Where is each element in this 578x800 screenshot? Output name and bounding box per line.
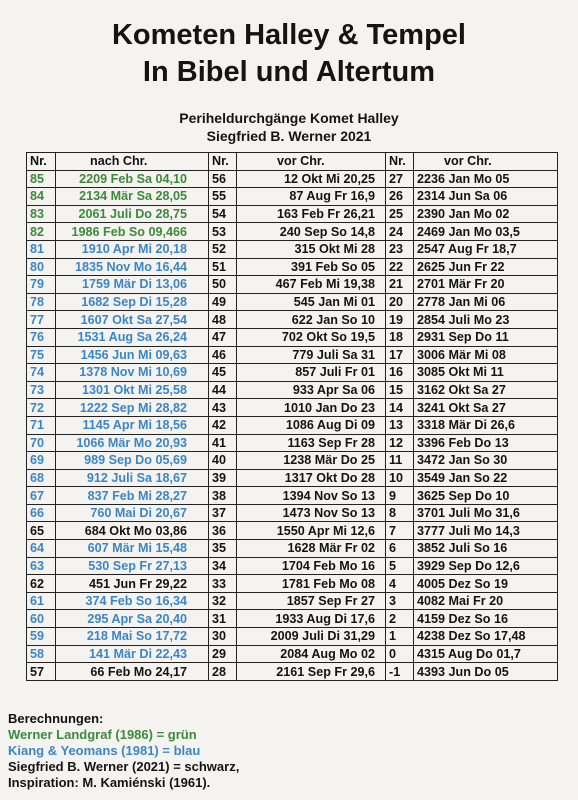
- cell-nr: 15: [386, 381, 414, 399]
- cell-date: 451 Jun Fr 29,22: [56, 575, 209, 593]
- cell-nr: 45: [209, 364, 237, 382]
- legend-green: Werner Landgraf (1986) = grün: [8, 727, 197, 742]
- cell-nr: 56: [209, 170, 237, 188]
- cell-date: 87 Aug Fr 16,9: [237, 188, 386, 206]
- cell-nr: 44: [209, 381, 237, 399]
- table-row: [27, 311, 558, 329]
- cell-date: 1010 Jan Do 23: [237, 399, 386, 417]
- table-row: [27, 469, 558, 487]
- cell-date: 1456 Jun Mi 09,63: [56, 346, 209, 364]
- cell-date: 315 Okt Mi 28: [237, 240, 386, 258]
- cell-nr: 30: [209, 628, 237, 646]
- cell-nr: 39: [209, 469, 237, 487]
- cell-date: 2854 Juli Mo 23: [414, 311, 558, 329]
- cell-nr: 35: [209, 540, 237, 558]
- cell-nr: 73: [27, 381, 56, 399]
- cell-nr: 9: [386, 487, 414, 505]
- cell-nr: 53: [209, 223, 237, 241]
- cell-nr: 63: [27, 557, 56, 575]
- cell-nr: 33: [209, 575, 237, 593]
- title-line-1: Kometen Halley & Tempel: [111, 19, 466, 51]
- table-row: [27, 540, 558, 558]
- cell-nr: 6: [386, 540, 414, 558]
- cell-nr: 1: [386, 628, 414, 646]
- cell-date: 1222 Sep Mi 28,82: [56, 399, 209, 417]
- cell-date: 3241 Okt Sa 27: [414, 399, 558, 417]
- cell-date: 684 Okt Mo 03,86: [56, 522, 209, 540]
- cell-date: 3701 Juli Mo 31,6: [414, 504, 558, 522]
- cell-nr: 41: [209, 434, 237, 452]
- cell-nr: 69: [27, 452, 56, 470]
- table-row: [27, 416, 558, 434]
- cell-nr: 57: [27, 663, 56, 681]
- cell-date: 4315 Aug Do 01,7: [414, 645, 558, 663]
- cell-date: 1933 Aug Di 17,6: [237, 610, 386, 628]
- cell-date: 2009 Juli Di 31,29: [237, 628, 386, 646]
- cell-date: 2778 Jan Mi 06: [414, 293, 558, 311]
- cell-nr: 60: [27, 610, 56, 628]
- table-row: [27, 663, 558, 681]
- cell-date: 622 Jan So 10: [237, 311, 386, 329]
- cell-nr: 76: [27, 328, 56, 346]
- cell-nr: 85: [27, 170, 56, 188]
- table-row: [27, 522, 558, 540]
- cell-nr: 67: [27, 487, 56, 505]
- cell-date: 1628 Mär Fr 02: [237, 540, 386, 558]
- cell-date: 837 Feb Mi 28,27: [56, 487, 209, 505]
- cell-date: 2209 Feb Sa 04,10: [56, 170, 209, 188]
- cell-nr: 23: [386, 240, 414, 258]
- cell-date: 4159 Dez So 16: [414, 610, 558, 628]
- cell-date: 4393 Jun Do 05: [414, 663, 558, 681]
- cell-nr: 59: [27, 628, 56, 646]
- cell-nr: 71: [27, 416, 56, 434]
- cell-nr: 14: [386, 399, 414, 417]
- cell-nr: 50: [209, 276, 237, 294]
- cell-nr: -1: [386, 663, 414, 681]
- cell-nr: 81: [27, 240, 56, 258]
- cell-nr: 70: [27, 434, 56, 452]
- cell-date: 1704 Feb Mo 16: [237, 557, 386, 575]
- cell-nr: 32: [209, 592, 237, 610]
- cell-date: 1781 Feb Mo 08: [237, 575, 386, 593]
- cell-nr: 37: [209, 504, 237, 522]
- header-ad: nach Chr.: [56, 153, 209, 171]
- cell-date: 3549 Jan So 22: [414, 469, 558, 487]
- cell-nr: 25: [386, 205, 414, 223]
- cell-nr: 58: [27, 645, 56, 663]
- table-row: [27, 575, 558, 593]
- table-row: [27, 240, 558, 258]
- cell-nr: 84: [27, 188, 56, 206]
- table-row: [27, 628, 558, 646]
- cell-date: 857 Juli Fr 01: [237, 364, 386, 382]
- cell-date: 4238 Dez So 17,48: [414, 628, 558, 646]
- cell-nr: 28: [209, 663, 237, 681]
- cell-date: 240 Sep So 14,8: [237, 223, 386, 241]
- cell-date: 3625 Sep Do 10: [414, 487, 558, 505]
- cell-date: 2084 Aug Mo 02: [237, 645, 386, 663]
- cell-nr: 21: [386, 276, 414, 294]
- cell-nr: 27: [386, 170, 414, 188]
- cell-nr: 18: [386, 328, 414, 346]
- cell-nr: 75: [27, 346, 56, 364]
- cell-nr: 5: [386, 557, 414, 575]
- cell-date: 3162 Okt Sa 27: [414, 381, 558, 399]
- cell-nr: 54: [209, 205, 237, 223]
- cell-nr: 38: [209, 487, 237, 505]
- cell-nr: 3: [386, 592, 414, 610]
- cell-date: 1378 Nov Mi 10,69: [56, 364, 209, 382]
- cell-nr: 82: [27, 223, 56, 241]
- cell-date: 2236 Jan Mo 05: [414, 170, 558, 188]
- subtitle-line-2: Siegfried B. Werner 2021: [206, 128, 372, 144]
- cell-date: 530 Sep Fr 27,13: [56, 557, 209, 575]
- table-row: [27, 487, 558, 505]
- cell-nr: 11: [386, 452, 414, 470]
- cell-nr: 62: [27, 575, 56, 593]
- cell-date: 391 Feb So 05: [237, 258, 386, 276]
- cell-date: 989 Sep Do 05,69: [56, 452, 209, 470]
- cell-nr: 34: [209, 557, 237, 575]
- cell-nr: 48: [209, 311, 237, 329]
- cell-nr: 46: [209, 346, 237, 364]
- table-row: [27, 188, 558, 206]
- cell-date: 2469 Jan Mo 03,5: [414, 223, 558, 241]
- cell-nr: 47: [209, 328, 237, 346]
- cell-date: 1531 Aug Sa 26,24: [56, 328, 209, 346]
- table-row: [27, 223, 558, 241]
- header-bc-2: vor Chr.: [414, 153, 558, 171]
- cell-nr: 24: [386, 223, 414, 241]
- cell-nr: 26: [386, 188, 414, 206]
- cell-nr: 49: [209, 293, 237, 311]
- cell-date: 1301 Okt Mi 25,58: [56, 381, 209, 399]
- header-bc-1: vor Chr.: [237, 153, 386, 171]
- cell-date: 1163 Sep Fr 28: [237, 434, 386, 452]
- cell-date: 141 Mär Di 22,43: [56, 645, 209, 663]
- cell-nr: 65: [27, 522, 56, 540]
- header-nr-bc-1: Nr.: [209, 153, 237, 171]
- cell-date: 4005 Dez So 19: [414, 575, 558, 593]
- cell-date: 1066 Mär Mo 20,93: [56, 434, 209, 452]
- legend-inspiration: Inspiration: M. Kamiénski (1961).: [8, 775, 211, 790]
- cell-date: 2061 Juli Do 28,75: [56, 205, 209, 223]
- legend-black: Siegfried B. Werner (2021) = schwarz,: [8, 759, 240, 774]
- cell-nr: 68: [27, 469, 56, 487]
- cell-nr: 20: [386, 293, 414, 311]
- cell-date: 295 Apr Sa 20,40: [56, 610, 209, 628]
- cell-nr: 72: [27, 399, 56, 417]
- cell-nr: 52: [209, 240, 237, 258]
- legend-heading: Berechnungen:: [8, 711, 104, 726]
- cell-date: 66 Feb Mo 24,17: [56, 663, 209, 681]
- cell-date: 374 Feb So 16,34: [56, 592, 209, 610]
- cell-date: 545 Jan Mi 01: [237, 293, 386, 311]
- cell-date: 1607 Okt Sa 27,54: [56, 311, 209, 329]
- table-row: [27, 276, 558, 294]
- legend-blue: Kiang & Yeomans (1981) = blau: [8, 743, 201, 758]
- cell-nr: 10: [386, 469, 414, 487]
- cell-nr: 80: [27, 258, 56, 276]
- cell-nr: 66: [27, 504, 56, 522]
- cell-date: 1910 Apr Mi 20,18: [56, 240, 209, 258]
- cell-date: 3472 Jan So 30: [414, 452, 558, 470]
- cell-date: 4082 Mai Fr 20: [414, 592, 558, 610]
- table-row: [27, 557, 558, 575]
- cell-date: 1759 Mär Di 13,06: [56, 276, 209, 294]
- cell-date: 2161 Sep Fr 29,6: [237, 663, 386, 681]
- cell-date: 2134 Mär Sa 28,05: [56, 188, 209, 206]
- table-row: [27, 381, 558, 399]
- cell-nr: 43: [209, 399, 237, 417]
- cell-date: 2931 Sep Do 11: [414, 328, 558, 346]
- cell-date: 218 Mai So 17,72: [56, 628, 209, 646]
- title-line-2: In Bibel und Altertum: [142, 56, 436, 88]
- cell-nr: 29: [209, 645, 237, 663]
- table-row: [27, 346, 558, 364]
- cell-nr: 22: [386, 258, 414, 276]
- perihelion-table: [26, 152, 558, 681]
- cell-date: 12 Okt Mi 20,25: [237, 170, 386, 188]
- cell-date: 607 Mär Mi 15,48: [56, 540, 209, 558]
- table-row: [27, 293, 558, 311]
- cell-date: 467 Feb Mi 19,38: [237, 276, 386, 294]
- table-row: [27, 592, 558, 610]
- cell-date: 1473 Nov So 13: [237, 504, 386, 522]
- cell-nr: 42: [209, 416, 237, 434]
- cell-date: 3777 Juli Mo 14,3: [414, 522, 558, 540]
- cell-nr: 17: [386, 346, 414, 364]
- cell-nr: 16: [386, 364, 414, 382]
- cell-date: 1145 Apr Mi 18,56: [56, 416, 209, 434]
- cell-date: 1682 Sep Di 15,28: [56, 293, 209, 311]
- cell-date: 163 Feb Fr 26,21: [237, 205, 386, 223]
- cell-nr: 19: [386, 311, 414, 329]
- cell-date: 2547 Aug Fr 18,7: [414, 240, 558, 258]
- cell-nr: 4: [386, 575, 414, 593]
- table-row: [27, 328, 558, 346]
- table-header-row: [27, 153, 558, 171]
- table-row: [27, 504, 558, 522]
- table-row: [27, 258, 558, 276]
- table-row: [27, 610, 558, 628]
- subtitle-line-1: Periheldurchgänge Komet Halley: [179, 110, 399, 126]
- cell-nr: 77: [27, 311, 56, 329]
- cell-date: 1857 Sep Fr 27: [237, 592, 386, 610]
- cell-nr: 64: [27, 540, 56, 558]
- cell-nr: 51: [209, 258, 237, 276]
- cell-date: 1835 Nov Mo 16,44: [56, 258, 209, 276]
- cell-nr: 12: [386, 434, 414, 452]
- header-nr-bc-2: Nr.: [386, 153, 414, 171]
- cell-date: 1394 Nov So 13: [237, 487, 386, 505]
- cell-nr: 0: [386, 645, 414, 663]
- cell-nr: 7: [386, 522, 414, 540]
- cell-date: 1986 Feb So 09,466: [56, 223, 209, 241]
- table-row: [27, 434, 558, 452]
- table-row: [27, 205, 558, 223]
- cell-date: 3318 Mär Di 26,6: [414, 416, 558, 434]
- cell-nr: 78: [27, 293, 56, 311]
- cell-date: 912 Juli Sa 18,67: [56, 469, 209, 487]
- table-row: [27, 364, 558, 382]
- cell-date: 779 Juli Sa 31: [237, 346, 386, 364]
- cell-date: 2625 Jun Fr 22: [414, 258, 558, 276]
- cell-nr: 36: [209, 522, 237, 540]
- cell-nr: 40: [209, 452, 237, 470]
- cell-date: 933 Apr Sa 06: [237, 381, 386, 399]
- cell-date: 3929 Sep Do 12,6: [414, 557, 558, 575]
- cell-nr: 2: [386, 610, 414, 628]
- cell-date: 2701 Mär Fr 20: [414, 276, 558, 294]
- header-nr-ad: Nr.: [27, 153, 56, 171]
- cell-date: 2390 Jan Mo 02: [414, 205, 558, 223]
- table-row: [27, 399, 558, 417]
- cell-date: 1086 Aug Di 09: [237, 416, 386, 434]
- cell-date: 760 Mai Di 20,67: [56, 504, 209, 522]
- table-row: [27, 170, 558, 188]
- cell-date: 702 Okt So 19,5: [237, 328, 386, 346]
- cell-date: 1317 Okt Do 28: [237, 469, 386, 487]
- cell-nr: 8: [386, 504, 414, 522]
- cell-date: 3006 Mär Mi 08: [414, 346, 558, 364]
- cell-date: 3852 Juli So 16: [414, 540, 558, 558]
- cell-date: 1238 Mär Do 25: [237, 452, 386, 470]
- cell-date: 2314 Jun Sa 06: [414, 188, 558, 206]
- cell-nr: 79: [27, 276, 56, 294]
- cell-date: 3396 Feb Do 13: [414, 434, 558, 452]
- cell-nr: 74: [27, 364, 56, 382]
- table-row: [27, 452, 558, 470]
- cell-nr: 83: [27, 205, 56, 223]
- cell-nr: 31: [209, 610, 237, 628]
- cell-nr: 13: [386, 416, 414, 434]
- table-row: [27, 645, 558, 663]
- cell-date: 3085 Okt Mi 11: [414, 364, 558, 382]
- cell-date: 1550 Apr Mi 12,6: [237, 522, 386, 540]
- cell-nr: 55: [209, 188, 237, 206]
- cell-nr: 61: [27, 592, 56, 610]
